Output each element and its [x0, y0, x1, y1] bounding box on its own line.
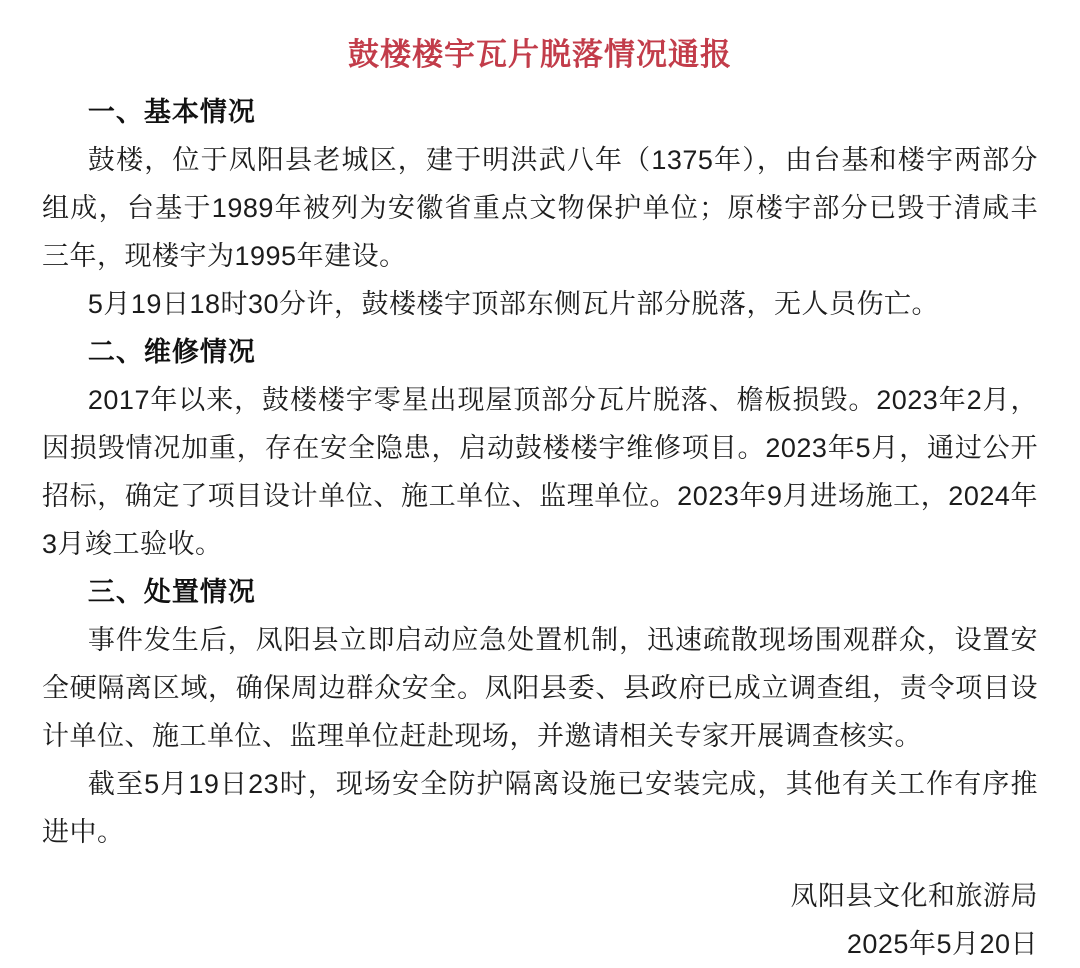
section-heading-repair-situation: 二、维修情况: [87, 337, 256, 367]
paragraph: 截至5月19日23时，现场安全防护隔离设施已安装完成，其他有关工作有序推进中。: [42, 769, 1038, 847]
signature-block: [42, 872, 1038, 968]
paragraph: 鼓楼，位于凤阳县老城区，建于明洪武八年（1375年），由台基和楼宇两部分组成，台基于1989年被列为安徽省重点文物保护单位；原楼宇部分已毁于清咸丰三年，现楼宇为1995年建设。: [42, 145, 1038, 271]
paragraph: 2017年以来，鼓楼楼宇零星出现屋顶部分瓦片脱落、檐板损毁。2023年2月，因损毁情况加重，存在安全隐患，启动鼓楼楼宇维修项目。2023年5月，通过公开招标，确定了项目设计单位、施工单位、监理单位。2023年9月进场施工，2024年3月竣工验收。: [42, 385, 1038, 559]
paragraph: 事件发生后，凤阳县立即启动应急处置机制，迅速疏散现场围观群众，设置安全硬隔离区域，确保周边群众安全。凤阳县委、县政府已成立调查组，责令项目设计单位、施工单位、监理单位赶赴现场，并邀请相关专家开展调查核实。: [42, 625, 1038, 751]
section-heading-basic-situation: 一、基本情况: [87, 97, 256, 127]
document-title: 鼓楼楼宇瓦片脱落情况通报: [348, 37, 732, 72]
signature-date: 2025年5月20日: [846, 929, 1038, 959]
signature-issuer: 凤阳县文化和旅游局: [790, 881, 1038, 911]
paragraph: 5月19日18时30分许，鼓楼楼宇顶部东侧瓦片部分脱落，无人员伤亡。: [87, 289, 940, 319]
section-heading-handling-situation: 三、处置情况: [87, 577, 256, 607]
